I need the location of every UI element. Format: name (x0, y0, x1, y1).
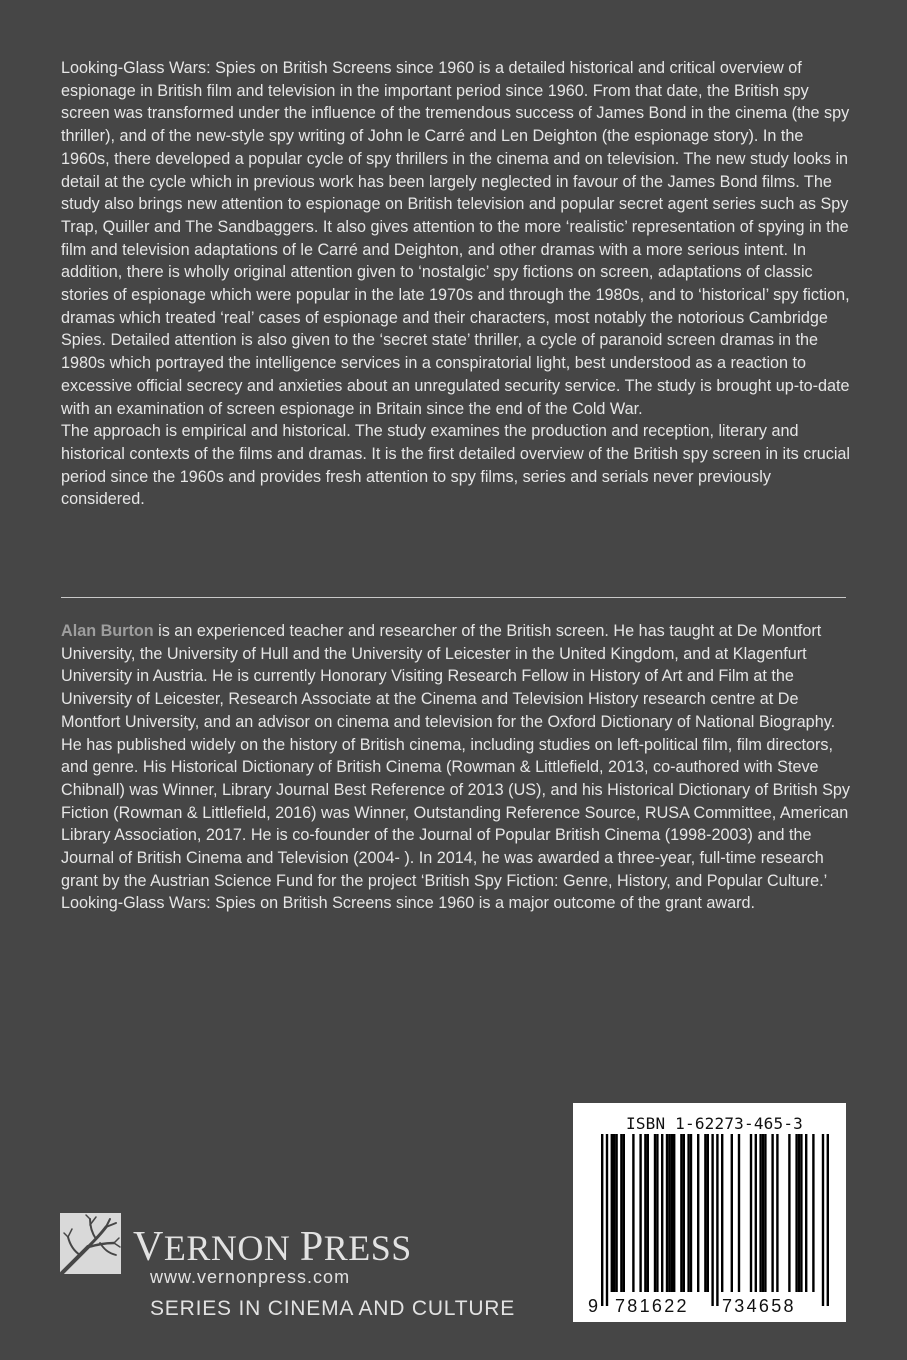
barcode-bar (639, 1134, 641, 1292)
publisher-name-part-1: ERNON (163, 1228, 300, 1268)
publisher-name-part-2: RESS (323, 1228, 412, 1268)
barcode-bar (721, 1134, 723, 1292)
barcode-bar (613, 1134, 615, 1292)
barcode-guard-bar (827, 1134, 829, 1306)
barcode-bar (680, 1134, 682, 1292)
barcode-bar (795, 1134, 797, 1292)
isbn-barcode (573, 1103, 846, 1322)
barcode-bar (764, 1134, 766, 1292)
barcode-bar (690, 1134, 692, 1292)
barcode-bar (654, 1134, 656, 1292)
barcode-digit-lead: 9 (588, 1296, 599, 1316)
barcode-bar (707, 1134, 709, 1292)
barcode-bar (805, 1134, 807, 1292)
section-divider (61, 597, 846, 598)
barcode-bar (673, 1134, 675, 1292)
barcode-bar (776, 1134, 778, 1292)
barcode-bar (812, 1134, 814, 1292)
description-paragraph-1: Looking-Glass Wars: Spies on British Screens since 1960 is a detailed historical and critical overview of espionage in British film and television in the important period since 1960. From that date, the British spy screen was transformed under the influence of the tremendous success of James Bond in the cinema (the spy thriller), and of the new-style spy writing of John le Carré and Len Deighton (the espionage story). In the 1960s, there developed a popular cycle of spy thrillers in the cinema and on television. The new study looks in detail at the cycle which in previous work has been largely neglected in favour of the James Bond films. The study also brings new attention to espionage on British television and popular secret agent series such as Spy Trap, Quiller and The Sandbaggers. It also gives attention to the more ‘realistic’ representation of spying in the film and television adaptations of le Carré and Deighton, and other dramas with a more serious intent. In addition, there is wholly original attention given to ‘nostalgic’ spy fictions on screen, adaptations of classic stories of espionage which were popular in the late 1970s and through the 1980s, and to ‘historical’ spy fiction, dramas which treated ‘real’ cases of espionage and their characters, most notably the notorious Cambridge Spies. Detailed attention is also given to the ‘secret state’ thriller, a cycle of paranoid screen dramas in the 1980s which portrayed the intelligence services in a conspiratorial light, best understood as a reaction to excessive official secrecy and anxieties about an unregulated security service. The study is brought up-to-date with an examination of screen espionage in Britain since the end of the Cold War. (61, 59, 850, 418)
publisher-url: www.vernonpress.com (150, 1267, 351, 1287)
barcode-bar (632, 1134, 634, 1292)
isbn-label: ISBN 1-62273-465-3 (626, 1114, 803, 1133)
book-description (61, 57, 851, 511)
barcode-bar (762, 1134, 764, 1292)
barcode-bar (683, 1134, 685, 1292)
barcode-bar (661, 1134, 663, 1292)
barcode-bar (697, 1134, 699, 1292)
barcode-bar (771, 1134, 773, 1292)
publisher-name-initial-1: V (133, 1224, 164, 1270)
barcode-bar (615, 1134, 617, 1292)
publisher-name (133, 1223, 412, 1271)
barcode-bar (611, 1134, 613, 1292)
barcode-guard-bar (716, 1134, 718, 1306)
barcode-bar (671, 1134, 673, 1292)
barcode-bar (788, 1134, 790, 1292)
barcode-bar (755, 1134, 757, 1292)
author-bio-text: is an experienced teacher and researcher of the British screen. He has taught at De Montfort University, the University of Hull and the University of Leicester in the United Kingdom, and at Klagenfurt University in Austria. He is currently Honorary Visiting Research Fellow in History of Art and Film at the University of Leicester, Research Associate at the Cinema and Television History research centre at De Montfort University, and an advisor on cinema and television for the Oxford Dictionary of National Biography. He has published widely on the history of British cinema, including studies on left-political film, film directors, and genre. His Historical Dictionary of British Cinema (Rowman & Littlefield, 2013, co-authored with Steve Chibnall) was Winner, Library Journal Best Reference of 2013 (US), and his Historical Dictionary of British Spy Fiction (Rowman & Littlefield, 2016) was Winner, Outstanding Reference Source, RUSA Committee, American Library Association, 2017. He is co-founder of the Journal of Popular British Cinema (1998-2003) and the Journal of British Cinema and Television (2004- ). In 2014, he was awarded a three-year, full-time research grant by the Austrian Science Fund for the project ‘British Spy Fiction: Genre, History, and Popular Culture.’ Looking-Glass Wars: Spies on British Screens since 1960 is a major outcome of the grant award. (61, 622, 851, 913)
barcode-guard-bar (711, 1134, 713, 1306)
barcode-guard-bar (606, 1134, 608, 1306)
series-title: SERIES IN CINEMA AND CULTURE (150, 1297, 516, 1320)
barcode-bar (666, 1134, 668, 1292)
barcode-bar (750, 1134, 752, 1292)
barcode-bar (656, 1134, 658, 1292)
barcode-bar (759, 1134, 761, 1292)
barcode-bar (623, 1134, 625, 1292)
barcode-bar (644, 1134, 646, 1292)
barcode-bar (704, 1134, 706, 1292)
barcode-guard-bar (601, 1134, 603, 1306)
description-paragraph-2: The approach is empirical and historical. The study examines the production and reception, literary and historical contexts of the films and dramas. It is the first detailed overview of the British spy screen in its crucial period since the 1960s and provides fresh attention to spy films, series and serials never previously considered. (61, 422, 851, 509)
barcode-bar (668, 1134, 670, 1292)
barcode-guard-bar (822, 1134, 824, 1306)
barcode-digits-left: 781622 (615, 1296, 689, 1316)
barcode-digits-right: 734658 (722, 1296, 796, 1316)
barcode-bar (738, 1134, 740, 1292)
author-bio (61, 620, 851, 915)
barcode-bar (687, 1134, 689, 1292)
barcode-bar (647, 1134, 649, 1292)
barcode-bars (573, 1103, 846, 1322)
barcode-bar (800, 1134, 802, 1292)
barcode-bar (731, 1134, 733, 1292)
author-name: Alan Burton (61, 622, 154, 640)
barcode-bar (798, 1134, 800, 1292)
barcode-bar (620, 1134, 622, 1292)
bare-tree-icon (60, 1213, 121, 1274)
publisher-name-initial-2: P (299, 1224, 324, 1270)
